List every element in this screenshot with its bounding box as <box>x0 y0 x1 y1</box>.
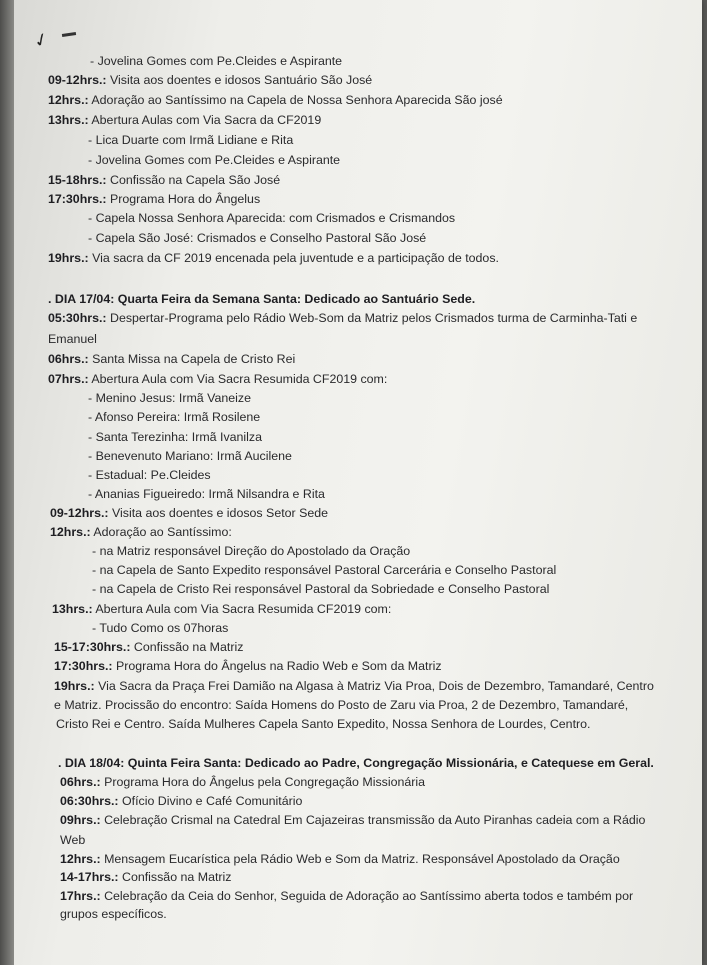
line-text: - Lica Duarte com Irmã Lidiane e Rita <box>88 133 294 147</box>
line-text: Web <box>60 833 86 847</box>
document-line <box>92 580 549 599</box>
line-text: Abertura Aula com Via Sacra Resumida CF2019 com: <box>92 602 392 616</box>
line-text: Programa Hora do Ângelus <box>106 192 261 206</box>
line-text: - Jovelina Gomes com Pe.Cleides e Aspirante <box>88 153 341 167</box>
document-line <box>48 91 503 110</box>
line-text: - Menino Jesus: Irmã Vaneize <box>88 391 251 405</box>
line-heading: 12hrs.: <box>48 93 89 107</box>
line-text: Visita aos doentes e idosos Setor Sede <box>108 506 329 520</box>
document-line <box>92 542 410 561</box>
document-line <box>48 71 372 90</box>
line-text: - Jovelina Gomes com Pe.Cleides e Aspirante <box>90 54 343 68</box>
document-line <box>56 715 590 734</box>
document-line <box>50 504 328 523</box>
line-text: Confissão na Matriz <box>118 870 232 884</box>
line-heading: 12hrs.: <box>50 525 91 539</box>
line-text: Via sacra da CF 2019 encenada pela juventude e a participação de todos. <box>88 251 499 265</box>
line-text: Celebração Crismal na Catedral Em Cajazeiras transmissão da Auto Piranhas cadeia com a Rádio <box>100 813 646 827</box>
line-text: grupos específicos. <box>60 907 167 921</box>
line-text: Visita aos doentes e idosos Santuário São José <box>106 73 373 87</box>
line-text: Adoração ao Santíssimo: <box>90 525 232 539</box>
line-text: - Ananias Figueiredo: Irmã Nilsandra e Rita <box>88 487 325 501</box>
document-line <box>88 466 211 485</box>
document-line <box>88 389 251 408</box>
document-line <box>52 600 391 619</box>
document-line <box>88 428 262 447</box>
pen-mark: ✓ <box>30 27 53 53</box>
document-line <box>60 831 85 850</box>
line-heading: 13hrs.: <box>48 113 89 127</box>
line-text: Adoração ao Santíssimo na Capela de Nossa Senhora Aparecida São josé <box>88 93 503 107</box>
line-heading: . DIA 17/04: Quarta Feira da Semana Santa: Dedicado ao Santuário Sede. <box>48 292 476 306</box>
line-text: Abertura Aulas com Via Sacra da CF2019 <box>88 113 322 127</box>
document-line <box>54 657 442 676</box>
line-heading: 19hrs.: <box>48 251 89 265</box>
document-line <box>60 905 167 924</box>
line-heading: 15-18hrs.: <box>48 173 107 187</box>
document-line <box>90 52 342 71</box>
document-line <box>50 523 232 542</box>
line-text: - Tudo Como os 07horas <box>92 621 229 635</box>
line-text: - Afonso Pereira: Irmã Rosilene <box>88 410 261 424</box>
line-text: Programa Hora do Ângelus pela Congregação Missionária <box>100 775 426 789</box>
line-heading: 14-17hrs.: <box>60 870 119 884</box>
line-text: Emanuel <box>48 332 97 346</box>
document-line <box>48 370 387 389</box>
line-text: Mensagem Eucarística pela Rádio Web e Som da Matriz. Responsável Apostolado da Oração <box>100 852 620 866</box>
document-line <box>60 850 620 869</box>
line-text: - na Capela de Santo Expedito responsável Pastoral Carcerária e Conselho Pastoral <box>92 563 557 577</box>
line-text: - Capela Nossa Senhora Aparecida: com Crismados e Crismandos <box>88 211 456 225</box>
line-heading: 15-17:30hrs.: <box>54 640 131 654</box>
line-heading: 06:30hrs.: <box>60 794 119 808</box>
document-line <box>88 229 426 248</box>
document-line <box>48 111 321 130</box>
document-line <box>48 350 295 369</box>
document-line <box>60 868 232 887</box>
document-line <box>48 290 475 309</box>
line-heading: 17:30hrs.: <box>54 659 113 673</box>
line-text: Cristo Rei e Centro. Saída Mulheres Capela Santo Expedito, Nossa Senhora de Lourdes, Centro. <box>56 717 591 731</box>
line-text: - Benevenuto Mariano: Irmã Aucilene <box>88 449 292 463</box>
document-line <box>92 619 228 638</box>
line-heading: 13hrs.: <box>52 602 93 616</box>
line-text: - Capela São José: Crismados e Conselho Pastoral São José <box>88 231 427 245</box>
document-line <box>88 485 325 504</box>
line-text: - Santa Terezinha: Irmã Ivanilza <box>88 430 263 444</box>
line-text: Confissão na Matriz <box>130 640 244 654</box>
line-text: e Matriz. Procissão do encontro: Saída Homens do Posto de Zaru via Proa, 2 de Dezembro, Tamandaré, <box>54 698 629 712</box>
document-line <box>54 696 628 715</box>
document-line <box>60 887 633 906</box>
line-heading: 07hrs.: <box>48 372 89 386</box>
document-line <box>88 408 260 427</box>
line-text: - Estadual: Pe.Cleides <box>88 468 211 482</box>
line-heading: 09hrs.: <box>60 813 101 827</box>
line-text: Despertar-Programa pelo Rádio Web-Som da Matriz pelos Crismados turma de Carminha-Tati e <box>106 311 638 325</box>
document-line <box>92 561 556 580</box>
document-line <box>48 171 280 190</box>
line-text: Via Sacra da Praça Frei Damião na Algasa à Matriz Via Proa, Dois de Dezembro, Tamandaré, Centro <box>94 679 654 693</box>
document-line <box>60 773 425 792</box>
line-heading: 17:30hrs.: <box>48 192 107 206</box>
line-text: Santa Missa na Capela de Cristo Rei <box>88 352 296 366</box>
document-line <box>54 638 243 657</box>
line-heading: 09-12hrs.: <box>50 506 109 520</box>
document-line <box>48 249 499 268</box>
line-heading: 06hrs.: <box>48 352 89 366</box>
line-heading: 17hrs.: <box>60 889 101 903</box>
document-line <box>88 209 455 228</box>
line-text: Ofício Divino e Café Comunitário <box>118 794 303 808</box>
line-text: Confissão na Capela São José <box>106 173 281 187</box>
document-line <box>60 811 645 830</box>
document-line <box>58 754 654 773</box>
line-text: Abertura Aula com Via Sacra Resumida CF2019 com: <box>88 372 388 386</box>
line-text: - na Matriz responsável Direção do Apostolado da Oração <box>92 544 411 558</box>
document-line <box>54 677 654 696</box>
document-line <box>48 309 637 328</box>
line-heading: 05:30hrs.: <box>48 311 107 325</box>
line-heading: . DIA 18/04: Quinta Feira Santa: Dedicado ao Padre, Congregação Missionária, e Catequese em Geral. <box>58 756 654 770</box>
line-text: Celebração da Ceia do Senhor, Seguida de Adoração ao Santíssimo aberta todos e também por <box>100 889 634 903</box>
document-line <box>48 190 260 209</box>
document-line <box>88 151 340 170</box>
line-text: - na Capela de Cristo Rei responsável Pastoral da Sobriedade e Conselho Pastoral <box>92 582 550 596</box>
document-line <box>48 330 97 349</box>
line-heading: 19hrs.: <box>54 679 95 693</box>
line-heading: 06hrs.: <box>60 775 101 789</box>
document-line <box>88 447 292 466</box>
line-heading: 09-12hrs.: <box>48 73 107 87</box>
document-line <box>88 131 293 150</box>
line-text: Programa Hora do Ângelus na Radio Web e Som da Matriz <box>112 659 442 673</box>
line-heading: 12hrs.: <box>60 852 101 866</box>
document-line <box>60 792 302 811</box>
